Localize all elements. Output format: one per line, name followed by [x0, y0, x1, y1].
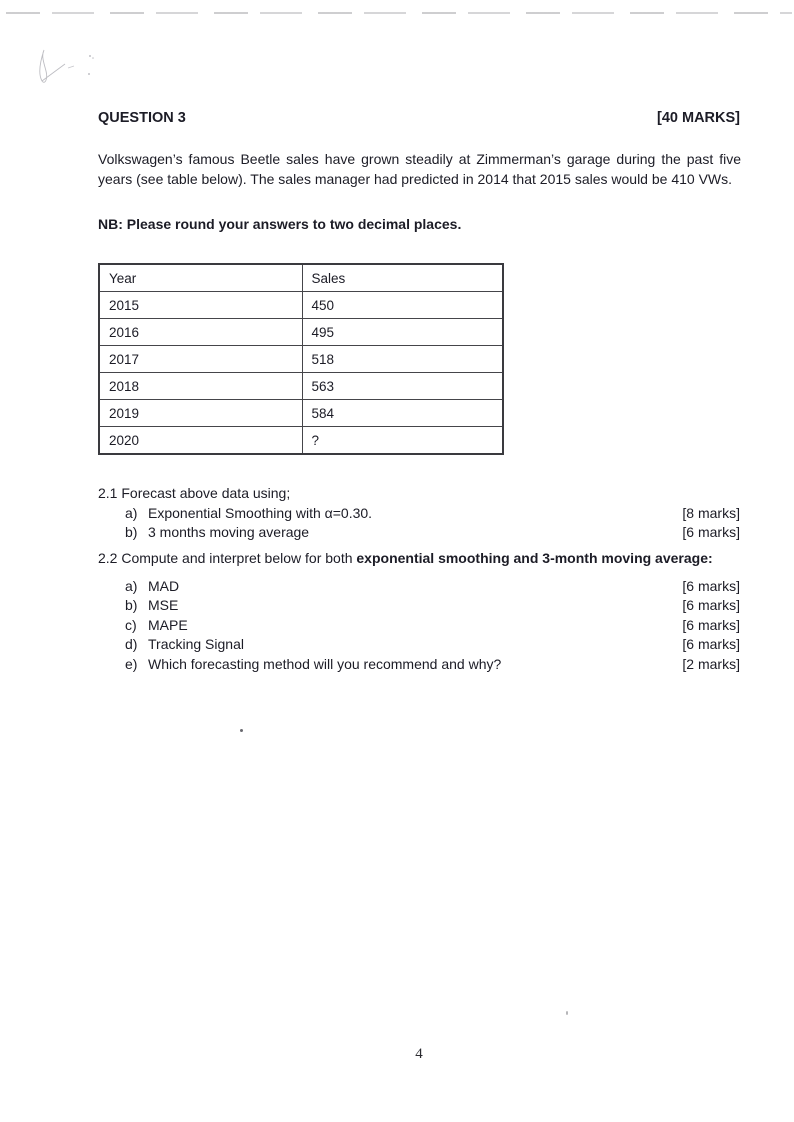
item-text: 3 months moving average — [148, 524, 310, 541]
table-row — [99, 373, 503, 400]
item-label: e) — [125, 655, 138, 672]
page-number: 4 — [415, 1046, 423, 1062]
year-cell: 2015 — [99, 292, 302, 319]
table-row — [99, 319, 503, 346]
question-item — [98, 635, 740, 655]
question-item — [98, 616, 740, 636]
item-marks: [6 marks] — [682, 636, 740, 653]
item-text: MAD — [148, 577, 180, 594]
question-item — [98, 523, 740, 543]
item-marks: [6 marks] — [682, 577, 740, 594]
question-2-2 — [98, 549, 740, 675]
item-label: b) — [125, 597, 138, 614]
question-total-marks: [40 MARKS] — [657, 110, 740, 126]
heading-normal-part: 2.2 Compute and interpret below for both — [98, 550, 357, 566]
item-label: b) — [125, 524, 138, 541]
sales-cell: 495 — [302, 319, 503, 346]
year-cell: 2016 — [99, 319, 302, 346]
sales-data-table — [98, 263, 504, 455]
question-header — [98, 110, 740, 126]
item-marks: [2 marks] — [682, 655, 740, 672]
sales-cell: 518 — [302, 346, 503, 373]
col-header-year: Year — [99, 264, 302, 292]
table-row — [99, 400, 503, 427]
item-marks: [6 marks] — [682, 616, 740, 633]
scan-speck — [240, 729, 243, 732]
rounding-note: NB: Please round your answers to two decimal places. — [98, 216, 462, 232]
table-row — [99, 346, 503, 373]
pencil-checkmark — [28, 44, 106, 94]
item-text: MSE — [148, 597, 179, 614]
item-text: Exponential Smoothing with α=0.30. — [148, 504, 373, 521]
item-label: c) — [125, 616, 137, 633]
col-header-sales: Sales — [302, 264, 503, 292]
question-2-1 — [98, 484, 740, 543]
item-label: a) — [125, 577, 138, 594]
scan-artifact-line — [6, 12, 792, 14]
sales-cell: ? — [302, 427, 503, 455]
item-label: a) — [125, 504, 138, 521]
question-item — [98, 504, 740, 524]
table-row — [99, 427, 503, 455]
question-2-1-heading: 2.1 Forecast above data using; — [98, 485, 291, 501]
year-cell: 2017 — [99, 346, 302, 373]
question-item — [98, 596, 740, 616]
table-row — [99, 292, 503, 319]
item-text: Which forecasting method will you recommend and why? — [148, 655, 502, 672]
year-cell: 2019 — [99, 400, 302, 427]
item-marks: [6 marks] — [682, 597, 740, 614]
table-header-row — [99, 264, 503, 292]
scan-speck — [566, 1011, 568, 1015]
question-item — [98, 577, 740, 597]
sales-cell: 563 — [302, 373, 503, 400]
year-cell: 2018 — [99, 373, 302, 400]
item-label: d) — [125, 636, 138, 653]
question-item — [98, 655, 740, 675]
question-2-2-heading — [98, 549, 740, 569]
item-text: MAPE — [148, 616, 188, 633]
sales-cell: 450 — [302, 292, 503, 319]
question-title: QUESTION 3 — [98, 110, 186, 126]
year-cell: 2020 — [99, 427, 302, 455]
item-text: Tracking Signal — [148, 636, 244, 653]
heading-bold-part: exponential smoothing and 3-month moving average: — [356, 550, 713, 566]
item-marks: [8 marks] — [682, 504, 740, 521]
question-intro-paragraph: Volkswagen’s famous Beetle sales have grown steadily at Zimmerman’s garage during the past five years (see table below). The sales manager had predicted in 2014 that 2015 sales would be 410 VWs. — [98, 151, 741, 187]
sales-cell: 584 — [302, 400, 503, 427]
item-marks: [6 marks] — [682, 524, 740, 541]
